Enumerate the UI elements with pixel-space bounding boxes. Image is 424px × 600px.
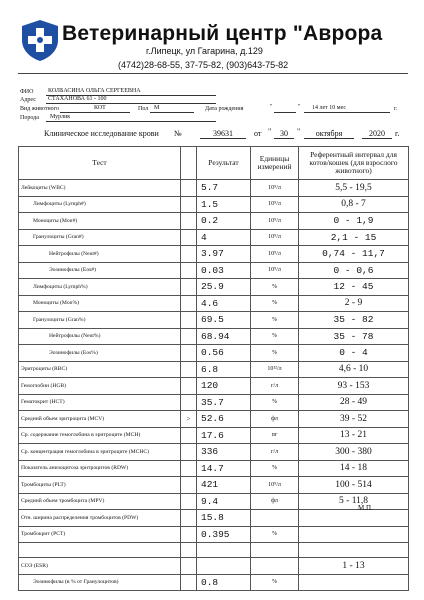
result-value: 0.395 <box>197 526 251 543</box>
table-row <box>19 526 409 543</box>
reference-range: 0 - 1,9 <box>299 213 409 230</box>
test-name: Эритроциты (RBC) <box>19 361 181 378</box>
result-value: 52.6 <box>197 411 251 428</box>
age-value: 14 лет 10 мес <box>312 105 347 111</box>
table-row <box>19 262 409 279</box>
table-row <box>19 477 409 494</box>
test-name: Нейтрофилы (Neut#) <box>19 246 181 263</box>
result-flag <box>181 460 197 477</box>
result-unit: 10⁹/л <box>251 246 299 263</box>
test-name: Моноциты (Mon%) <box>19 295 181 312</box>
result-unit: % <box>251 295 299 312</box>
birth-year-suffix: г. <box>394 106 398 112</box>
result-unit: г/л <box>251 378 299 395</box>
fio-label: ФИО <box>20 89 34 95</box>
test-name: Гранулоциты (Gran#) <box>19 229 181 246</box>
table-row <box>19 444 409 461</box>
sex-label: Пол <box>138 106 149 112</box>
result-unit: % <box>251 526 299 543</box>
reference-range: 4,6 - 10 <box>299 361 409 378</box>
result-value: 336 <box>197 444 251 461</box>
result-value: 35.7 <box>197 394 251 411</box>
result-unit: % <box>251 394 299 411</box>
result-flag <box>181 213 197 230</box>
reference-range: 12 - 45 <box>299 279 409 296</box>
exam-number: 39631 <box>200 129 246 139</box>
address-label: Адрес <box>20 97 36 103</box>
table-row <box>19 558 409 575</box>
result-value <box>197 558 251 575</box>
result-value: 15.8 <box>197 510 251 527</box>
result-flag <box>181 180 197 197</box>
reference-range: 0,8 - 7 <box>299 196 409 213</box>
birth-quote-open: " <box>270 104 273 110</box>
clinic-address: г.Липецк, ул Гагарина, д.129 <box>146 46 263 56</box>
sex-underline <box>150 112 194 113</box>
test-name: Эозинофилы (Eos#) <box>19 262 181 279</box>
result-value: 0.03 <box>197 262 251 279</box>
result-value: 1.5 <box>197 196 251 213</box>
result-unit: 10¹²/л <box>251 361 299 378</box>
header-result: Результат <box>197 147 251 180</box>
reference-range: 93 - 153 <box>299 378 409 395</box>
result-flag <box>181 444 197 461</box>
result-flag <box>181 543 197 558</box>
table-row <box>19 411 409 428</box>
reference-range <box>299 510 409 527</box>
result-unit: % <box>251 279 299 296</box>
result-value: 14.7 <box>197 460 251 477</box>
result-unit: 10⁹/л <box>251 262 299 279</box>
result-value <box>197 543 251 558</box>
test-name: Ср. концентрация гемоглобина в эритроците (MCHC) <box>19 444 181 461</box>
exam-month: октября <box>304 129 354 139</box>
table-row <box>19 460 409 477</box>
sex-value: М <box>154 105 160 111</box>
exam-year: 2020 <box>362 129 392 139</box>
test-name: Показатель анизоцитоза эритроцитов (RDW) <box>19 460 181 477</box>
test-name: Ср. содержание гемоглобина в эритроците (MCH) <box>19 427 181 444</box>
result-unit: фл <box>251 493 299 510</box>
result-flag: > <box>181 411 197 428</box>
reference-range <box>299 574 409 591</box>
test-name: Моноциты (Mon#) <box>19 213 181 230</box>
header-units: Единицы измерений <box>251 147 299 180</box>
table-row <box>19 246 409 263</box>
breed-label: Порода <box>20 115 39 121</box>
stamp-place: М.П. <box>358 504 373 512</box>
table-header-row <box>19 147 409 180</box>
result-unit: г/л <box>251 444 299 461</box>
result-flag <box>181 295 197 312</box>
test-name: СОЭ (ESR) <box>19 558 181 575</box>
result-value: 0.8 <box>197 574 251 591</box>
result-value: 25.9 <box>197 279 251 296</box>
result-value: 17.6 <box>197 427 251 444</box>
result-unit: фл <box>251 411 299 428</box>
reference-range: 5,5 - 19,5 <box>299 180 409 197</box>
result-unit: % <box>251 345 299 362</box>
test-name: Средний объем тромбоцита (MPV) <box>19 493 181 510</box>
birth-label: Дата рождения <box>205 106 244 112</box>
reference-range: 300 - 380 <box>299 444 409 461</box>
result-value: 68.94 <box>197 328 251 345</box>
header-reference: Референтный интервал для котов/кошек (для взрослого животного) <box>299 147 409 180</box>
result-value: 69.5 <box>197 312 251 329</box>
table-row <box>19 427 409 444</box>
age-underline <box>304 112 390 113</box>
result-flag <box>181 574 197 591</box>
reference-range <box>299 526 409 543</box>
reference-range: 35 - 78 <box>299 328 409 345</box>
reference-range <box>299 543 409 558</box>
test-name: Лимфоциты (Lymph%) <box>19 279 181 296</box>
reference-range: 0,74 - 11,7 <box>299 246 409 263</box>
result-flag <box>181 262 197 279</box>
result-unit <box>251 558 299 575</box>
reference-range: 2,1 - 15 <box>299 229 409 246</box>
result-value: 0.2 <box>197 213 251 230</box>
species-label: Вид животного <box>20 106 59 112</box>
birth-quote-close: " <box>298 104 301 110</box>
result-unit <box>251 510 299 527</box>
result-flag <box>181 394 197 411</box>
table-row <box>19 493 409 510</box>
result-unit: 10⁹/л <box>251 229 299 246</box>
result-unit: 10⁹/л <box>251 196 299 213</box>
table-row <box>19 279 409 296</box>
table-row <box>19 213 409 230</box>
exam-year-suffix: г. <box>395 129 400 138</box>
address-value: СТАХАНОВА 61 - 100 <box>48 96 107 102</box>
reference-range: 35 - 82 <box>299 312 409 329</box>
clinic-phones: (4742)28-68-55, 37-75-82, (903)643-75-82 <box>118 60 289 70</box>
exam-quote-open: " <box>268 127 272 136</box>
reference-range: 100 - 514 <box>299 477 409 494</box>
table-row <box>19 229 409 246</box>
reference-range: 39 - 52 <box>299 411 409 428</box>
result-unit: пг <box>251 427 299 444</box>
reference-range: 13 - 21 <box>299 427 409 444</box>
exam-number-label: № <box>174 129 182 138</box>
result-value: 4 <box>197 229 251 246</box>
table-row <box>19 295 409 312</box>
address-underline <box>46 103 216 104</box>
test-name: Гематокрит (HCT) <box>19 394 181 411</box>
species-value: КОТ <box>94 105 106 111</box>
table-row <box>19 574 409 591</box>
result-flag <box>181 558 197 575</box>
result-unit: % <box>251 574 299 591</box>
result-unit <box>251 543 299 558</box>
result-flag <box>181 477 197 494</box>
header-flag <box>181 147 197 180</box>
result-unit: 10⁹/л <box>251 180 299 197</box>
result-value: 5.7 <box>197 180 251 197</box>
table-row <box>19 312 409 329</box>
exam-from-label: от <box>254 129 262 138</box>
test-name: Отн. ширина распределения тромбоцитов (PDW) <box>19 510 181 527</box>
results-table <box>18 146 409 591</box>
test-name: Нейтрофилы (Neut%) <box>19 328 181 345</box>
result-flag <box>181 493 197 510</box>
test-name: Гранулоциты (Gran%) <box>19 312 181 329</box>
exam-quote-close: " <box>297 127 301 136</box>
result-unit: % <box>251 460 299 477</box>
reference-range: 28 - 49 <box>299 394 409 411</box>
result-flag <box>181 312 197 329</box>
table-row <box>19 196 409 213</box>
table-row <box>19 543 409 558</box>
result-unit: % <box>251 312 299 329</box>
test-name: Тромбокрит (PCT) <box>19 526 181 543</box>
reference-range: 0 - 0,6 <box>299 262 409 279</box>
result-value: 0.56 <box>197 345 251 362</box>
result-flag <box>181 328 197 345</box>
test-name: Лимфоциты (Lymph#) <box>19 196 181 213</box>
reference-range: 1 - 13 <box>299 558 409 575</box>
species-underline <box>60 112 130 113</box>
result-value: 421 <box>197 477 251 494</box>
result-flag <box>181 526 197 543</box>
reference-range: 5 - 11,8 <box>299 493 409 510</box>
result-flag <box>181 510 197 527</box>
fio-value: КОЛБАСИНА ОЛЬГА СЕРГЕЕВНА <box>48 88 141 94</box>
header-test: Тест <box>19 147 181 180</box>
table-row <box>19 345 409 362</box>
table-row <box>19 378 409 395</box>
test-name: Гемоглобин (HGB) <box>19 378 181 395</box>
clinic-name: Ветеринарный центр "Аврора <box>62 22 383 45</box>
test-name: Эозинофилы (Eos%) <box>19 345 181 362</box>
result-flag <box>181 427 197 444</box>
result-value: 3.97 <box>197 246 251 263</box>
birth-day-underline <box>274 112 296 113</box>
breed-underline <box>46 121 216 122</box>
result-flag <box>181 378 197 395</box>
result-value: 9.4 <box>197 493 251 510</box>
test-name: Средний объем эритроцита (MCV) <box>19 411 181 428</box>
result-flag <box>181 345 197 362</box>
result-flag <box>181 196 197 213</box>
table-row <box>19 180 409 197</box>
reference-range: 14 - 18 <box>299 460 409 477</box>
result-value: 4.6 <box>197 295 251 312</box>
reference-range: 2 - 9 <box>299 295 409 312</box>
result-flag <box>181 279 197 296</box>
clinic-logo-icon <box>18 18 62 62</box>
table-row <box>19 394 409 411</box>
table-row <box>19 361 409 378</box>
exam-day: 30 <box>274 129 294 139</box>
result-flag <box>181 229 197 246</box>
result-unit: 10⁹/л <box>251 213 299 230</box>
test-name: Эозинофилы (в % от Гранулоцитов) <box>19 574 181 591</box>
result-unit: % <box>251 328 299 345</box>
table-row <box>19 510 409 527</box>
breed-value: Мурлик <box>50 114 71 120</box>
exam-title: Клиническое исследование крови <box>44 129 159 138</box>
test-name <box>19 543 181 558</box>
result-value: 6.8 <box>197 361 251 378</box>
result-unit: 10⁹/л <box>251 477 299 494</box>
test-name: Лейкоциты (WBC) <box>19 180 181 197</box>
test-name: Тромбоциты (PLT) <box>19 477 181 494</box>
table-row <box>19 328 409 345</box>
result-value: 120 <box>197 378 251 395</box>
reference-range: 0 - 4 <box>299 345 409 362</box>
result-flag <box>181 361 197 378</box>
header-divider <box>18 73 408 74</box>
result-flag <box>181 246 197 263</box>
